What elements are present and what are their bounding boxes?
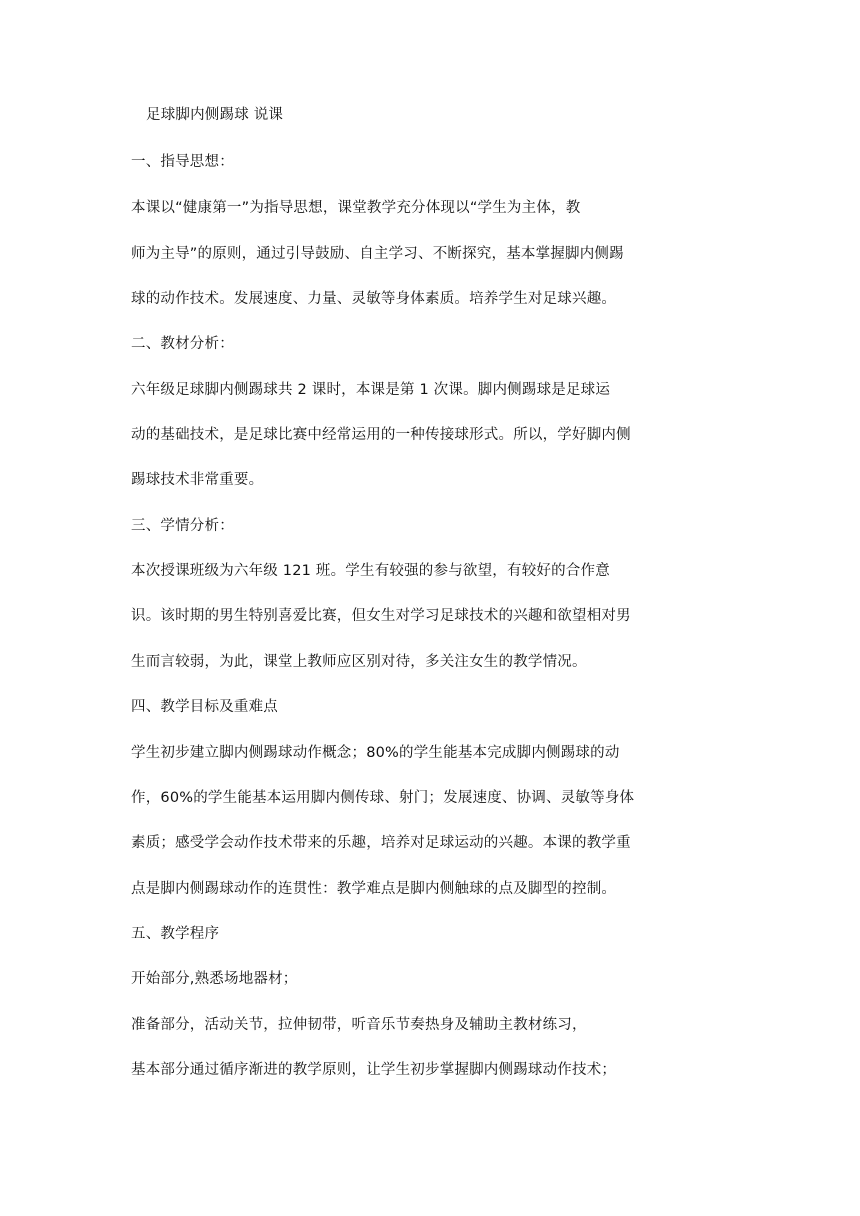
paragraph-line: 开始部分,熟悉场地器材； [131,971,298,987]
paragraph-line: 作，60%的学生能基本运用脚内侧传球、射门；发展速度、协调、灵敏等身体 [131,790,635,806]
paragraph-line: 动的基础技术，是足球比赛中经常运用的一种传接球形式。所以，学好脚内侧 [131,427,631,443]
paragraph-line: 生而言较弱，为此，课堂上教师应区别对待，多关注女生的教学情况。 [131,654,587,670]
section-heading-teaching-goals: 四、教学目标及重难点 [131,699,278,715]
section-heading-material-analysis: 二、教材分析： [131,336,234,352]
paragraph-line: 球的动作技术。发展速度、力量、灵敏等身体素质。培养学生对足球兴趣。 [131,291,617,307]
paragraph-line: 本次授课班级为六年级 121 班。学生有较强的参与欲望，有较好的合作意 [131,563,610,579]
paragraph-line: 踢球技术非常重要。 [131,472,264,488]
section-heading-teaching-procedure: 五、教学程序 [131,926,220,942]
paragraph-line: 识。该时期的男生特别喜爱比赛，但女生对学习足球技术的兴趣和欲望相对男 [131,608,631,624]
paragraph-line: 素质；感受学会动作技术带来的乐趣，培养对足球运动的兴趣。本课的教学重 [131,835,631,851]
paragraph-line: 准备部分，活动关节，拉伸韧带，听音乐节奏热身及辅助主教材练习， [131,1017,587,1033]
section-heading-learner-analysis: 三、学情分析： [131,518,234,534]
paragraph-line: 六年级足球脚内侧踢球共 2 课时，本课是第 1 次课。脚内侧踢球是足球运 [131,382,611,398]
paragraph-line: 基本部分通过循序渐进的教学原则，让学生初步掌握脚内侧踢球动作技术； [131,1062,617,1078]
section-heading-guiding-ideology: 一、指导思想： [131,154,234,170]
paragraph-line: 本课以“健康第一”为指导思想，课堂教学充分体现以“学生为主体，教 [131,200,581,216]
paragraph-line: 师为主导”的原则，通过引导鼓励、自主学习、不断探究，基本掌握脚内侧踢 [131,246,624,262]
document-title: 足球脚内侧踢球 说课 [146,107,284,123]
paragraph-line: 点是脚内侧踢球动作的连贯性：教学难点是脚内侧触球的点及脚型的控制。 [131,881,617,897]
paragraph-line: 学生初步建立脚内侧踢球动作概念；80%的学生能基本完成脚内侧踢球的动 [131,745,620,761]
